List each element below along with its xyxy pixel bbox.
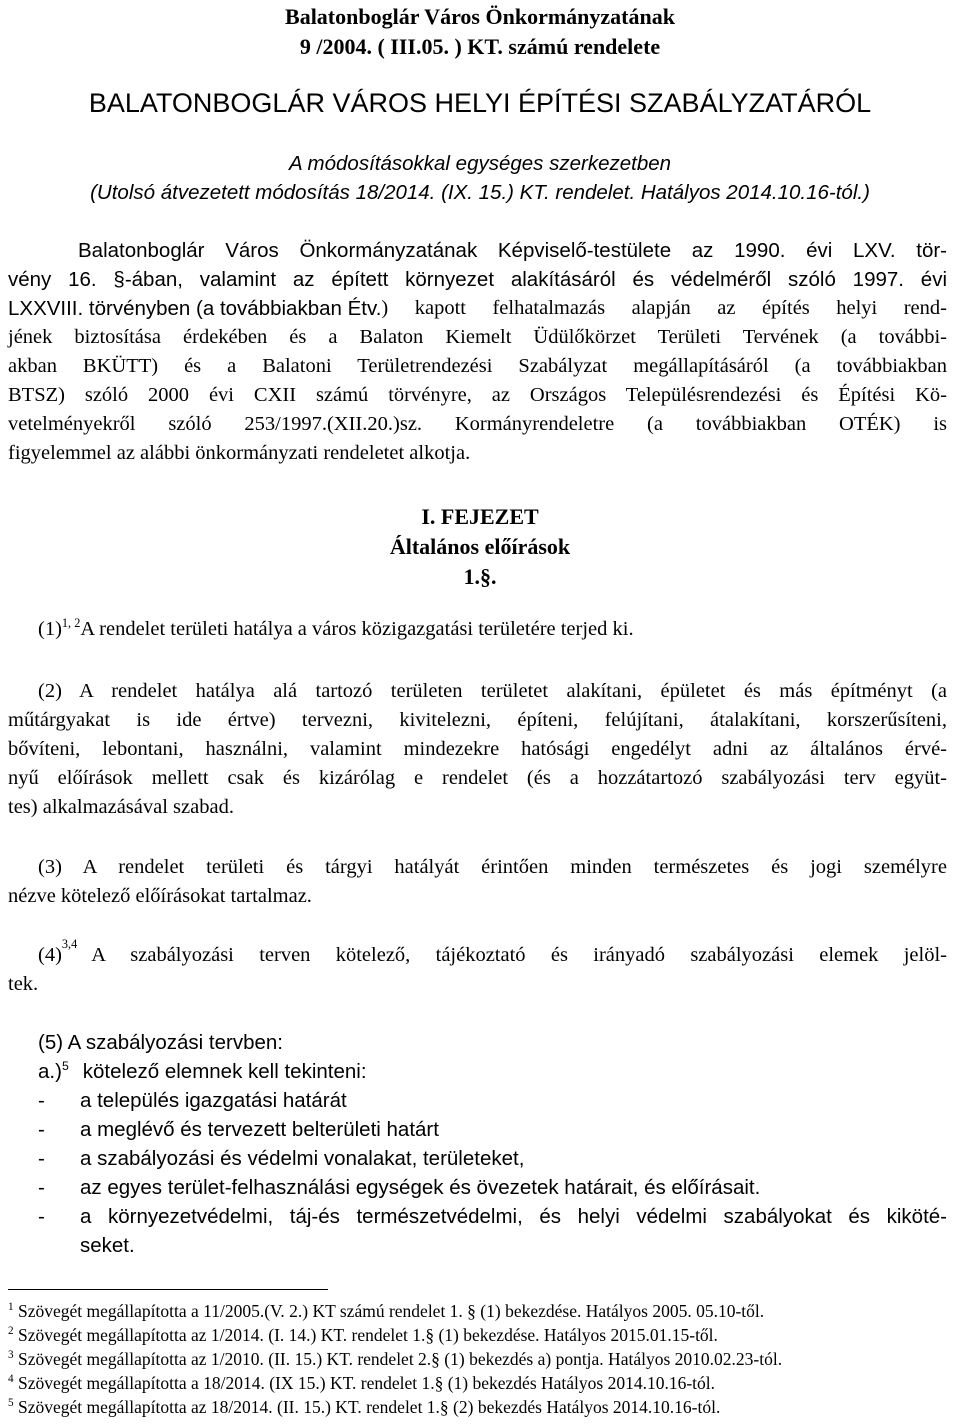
paragraph-4-footnote-ref: 3,4 xyxy=(61,937,78,951)
list-item: az egyes terület-felhasználási egységek és övezetek határait, és előírásait. xyxy=(80,1176,761,1199)
footnote-1 xyxy=(8,1301,764,1322)
list-dash: - xyxy=(38,1118,45,1141)
preamble-line-5: akban BKÜTT) és a Balatoni Területrendezési Szabályzat megállapításáról (a továbbiakban xyxy=(8,355,947,377)
header-line-2: 9 /2004. ( III.05. ) KT. számú rendelete xyxy=(299,34,661,59)
preamble-line-3 xyxy=(8,297,947,321)
paragraph-3-line-2: nézve kötelező előírásokat tartalmaz. xyxy=(8,885,312,907)
paragraph-2-line-2: műtárgyakat is ide értve) tervezni, kivitelezni, építeni, felújítani, átalakítani, korszerűsíteni, xyxy=(8,709,947,731)
footnote-number: 5 xyxy=(8,1397,14,1410)
footnote-text: Szövegét megállapította az 1/2010. (II. 15.) KT. rendelet 2.§ (1) bekezdés a) pontja. Hatályos 2010.02.23-tól. xyxy=(17,1349,783,1369)
footnote-text: Szövegét megállapította az 1/2014. (I. 14.) KT. rendelet 1.§ (1) bekezdése. Hatályos 2015.01.15-től. xyxy=(17,1325,718,1345)
footnote-text: Szövegét megállapította az 18/2014. (II. 15.) KT. rendelet 1.§ (2) bekezdés Hatályos 2014.10.16-tól. xyxy=(17,1397,721,1417)
section-number: 1.§. xyxy=(463,564,497,589)
paragraph-1-text: A rendelet területi hatálya a város közigazgatási területére terjed ki. xyxy=(80,618,634,640)
preamble-line-3b: ) kapott felhatalmazás alapján az építés helyi rend- xyxy=(381,297,947,319)
header-line-1: Balatonboglár Város Önkormányzatának xyxy=(285,4,675,29)
chapter-title: Általános előírások xyxy=(389,534,571,559)
list-item: a környezetvédelmi, táj-és természetvédelmi, és helyi védelmi szabályokat és kiköté- xyxy=(80,1205,947,1228)
chapter-number: I. FEJEZET xyxy=(421,504,539,529)
preamble-line-1: Balatonboglár Város Önkormányzatának Képviselő-testülete az 1990. évi LXV. tör- xyxy=(78,239,947,262)
footnote-4 xyxy=(8,1373,715,1394)
subtitle-line-1: A módosításokkal egységes szerkezetben xyxy=(288,152,672,175)
paragraph-4-line-1 xyxy=(38,937,947,967)
subtitle-line-2: (Utolsó átvezetett módosítás 18/2014. (IX. 15.) KT. rendelet. Hatályos 2014.10.16-tól.) xyxy=(90,181,870,204)
footnote-number: 3 xyxy=(8,1349,14,1362)
footnote-5 xyxy=(8,1397,720,1418)
list-dash: - xyxy=(38,1205,45,1228)
footnote-separator xyxy=(8,1289,328,1290)
paragraph-1-footnote-ref: 1, 2 xyxy=(61,616,81,631)
preamble-line-8: figyelemmel az alábbi önkormányzati rendeletet alkotja. xyxy=(8,442,471,464)
paragraph-3-line-1: (3) A rendelet területi és tárgyi hatályát érintően minden természetes és jogi személyre xyxy=(38,856,947,878)
paragraph-1 xyxy=(38,618,634,641)
list-item: a település igazgatási határát xyxy=(80,1089,347,1112)
paragraph-2-line-3: bővíteni, lebontani, használni, valamint mindezekre hatósági engedélyt adni az általános érvé- xyxy=(8,738,947,760)
footnote-2 xyxy=(8,1325,718,1346)
list-dash: - xyxy=(38,1176,45,1199)
document-title: BALATONBOGLÁR VÁROS HELYI ÉPÍTÉSI SZABÁLYZATÁRÓL xyxy=(88,88,872,118)
paragraph-1-prefix: (1) xyxy=(38,618,62,640)
paragraph-4-text: A szabályozási terven kötelező, tájékoztató és irányadó szabályozási elemek jelöl- xyxy=(91,944,947,966)
preamble-line-7: vetelményekről szóló 253/1997.(XII.20.)sz. Kormányrendeletre (a továbbiakban OTÉK) is xyxy=(8,413,947,435)
subpoint-a-footnote-ref: 5 xyxy=(61,1059,69,1074)
list-dash: - xyxy=(38,1089,45,1112)
paragraph-4-line-2: tek. xyxy=(8,973,39,995)
preamble-line-4: jének biztosítása érdekében és a Balaton Kiemelt Üdülőkörzet Területi Tervének (a további- xyxy=(8,326,947,348)
footnote-text: Szövegét megállapította a 18/2014. (IX 15.) KT. rendelet 1.§ (1) bekezdés Hatályos 2014.10.16-tól. xyxy=(17,1373,716,1393)
list-dash: - xyxy=(38,1147,45,1170)
list-item: a szabályozási és védelmi vonalakat, területeket, xyxy=(80,1147,525,1170)
paragraph-2-line-1: (2) A rendelet hatálya alá tartozó területen területet alakítani, épületet és más építményt (a xyxy=(38,680,947,702)
footnote-text: Szövegét megállapította a 11/2005.(V. 2.) KT számú rendelet 1. § (1) bekezdése. Hatályos 2005. 05.10-től. xyxy=(17,1301,765,1321)
paragraph-5-subpoint-a xyxy=(38,1060,367,1084)
footnote-number: 4 xyxy=(8,1373,14,1386)
footnote-number: 1 xyxy=(8,1301,14,1314)
preamble-line-2: vény 16. §-ában, valamint az épített környezet alakításáról és védelméről szóló 1997. évi xyxy=(8,268,947,291)
subpoint-a-prefix: a.) xyxy=(38,1060,62,1083)
paragraph-2-line-5: tes) alkalmazásával szabad. xyxy=(8,796,234,818)
paragraph-4-prefix: (4) xyxy=(38,944,62,966)
paragraph-2-line-4: nyű előírások mellett csak és kizárólag e rendelet (és a hozzátartozó szabályozási terv együt- xyxy=(8,767,947,789)
footnote-3 xyxy=(8,1349,782,1370)
subpoint-a-text: kötelező elemnek kell tekinteni: xyxy=(82,1060,367,1083)
preamble-line-6: BTSZ) szóló 2000 évi CXII számú törvényre, az Országos Településrendezési és Építési Kö- xyxy=(8,384,947,406)
paragraph-5-title: (5) A szabályozási tervben: xyxy=(38,1031,283,1054)
list-item: a meglévő és tervezett belterületi határt xyxy=(80,1118,439,1141)
list-item-continuation: seket. xyxy=(80,1234,135,1257)
footnote-number: 2 xyxy=(8,1325,14,1338)
preamble-line-3a: LXXVIII. törvényben (a továbbiakban Étv. xyxy=(8,297,382,320)
